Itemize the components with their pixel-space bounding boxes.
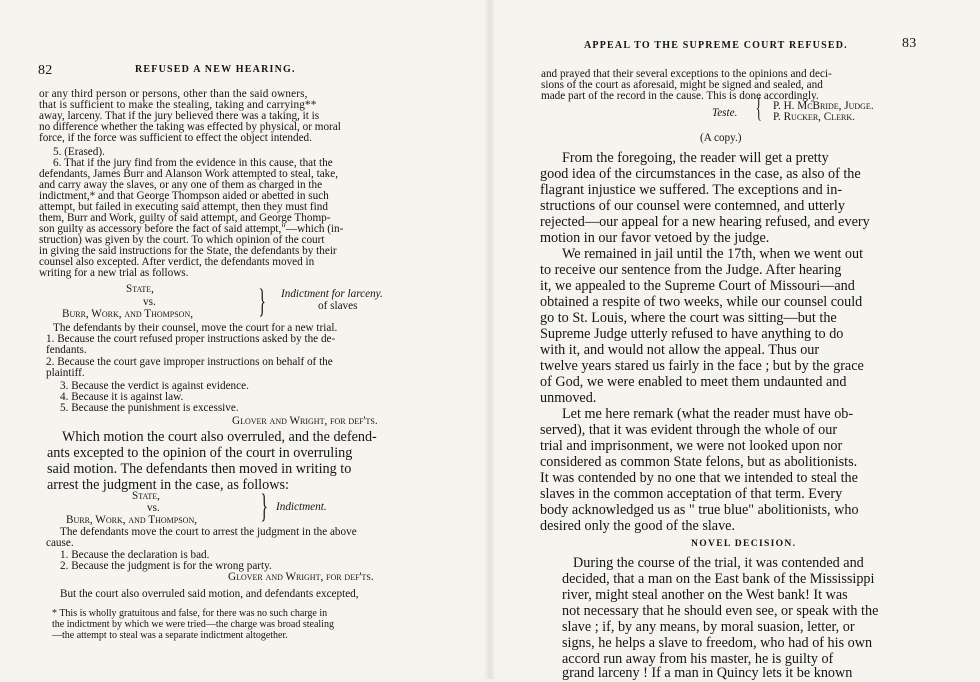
text-line: cause. xyxy=(46,537,74,549)
text-line: served), that it was evident through the whole of our xyxy=(540,422,838,438)
text-line: to receive our sentence from the Judge. After hearing xyxy=(540,262,842,278)
text-line: and carry away the slaves, or any one of them as charged in the xyxy=(39,179,323,191)
text-line: trial and imprisonment, we were not looked upon nor xyxy=(540,438,843,454)
case-vs: vs. xyxy=(147,502,160,514)
text-line: with it, and would not allow the appeal. Thus our xyxy=(540,342,820,358)
text-line: said motion. The defendants then moved in writing to xyxy=(47,461,352,477)
text-line: considered as common State felons, but as abolitionists. xyxy=(540,454,858,470)
brace-icon: } xyxy=(258,283,266,320)
text-line: It was contended by no one that we intended to steal the xyxy=(540,470,858,486)
text-line: 6. That if the jury find from the evidence in this cause, that the xyxy=(53,157,333,169)
page-number: 83 xyxy=(902,36,917,51)
text-line: Let me here remark (what the reader must have ob- xyxy=(562,406,854,422)
text-line: 1. Because the declaration is bad. xyxy=(60,549,210,561)
footnote-line: —the attempt to steal was a separate indictment altogether. xyxy=(52,630,288,641)
text-line: desired only the good of the slave. xyxy=(540,518,736,534)
text-line: 5. (Erased). xyxy=(53,146,105,158)
text-line: or any third person or persons, other than the said owners, xyxy=(39,88,308,100)
signature: Glover and Wright, for def'ts. xyxy=(228,571,374,583)
teste-judge: P. H. McBride, Judge. xyxy=(773,100,874,112)
text-line: ants excepted to the opinion of the court in overruling xyxy=(47,445,353,461)
text-line: of God, we were enabled to meet them undaunted and xyxy=(540,374,847,390)
footnote-line: * This is wholly gratuitous and false, for there was no such charge in xyxy=(52,608,328,619)
text-line: force, if the force was sufficient to effect the object intended. xyxy=(39,132,312,144)
teste-label: Teste. xyxy=(712,107,738,119)
text-line: in giving the said instructions for the State, the defendants by their xyxy=(39,245,337,257)
section-heading: NOVEL DECISION. xyxy=(691,538,797,549)
text-line: We remained in jail until the 17th, when we went out xyxy=(562,246,864,262)
text-line: slaves in the common acceptation of that term. Every xyxy=(540,486,843,502)
text-line: unmoved. xyxy=(540,390,597,406)
text-line: obtained a respite of two weeks, while our counsel could xyxy=(540,294,863,310)
text-line: flagrant injustice we suffered. The exceptions and in- xyxy=(540,182,843,198)
text-line: 2. Because the court gave improper instructions on behalf of the xyxy=(46,356,333,368)
text-line: writing for a new trial as follows. xyxy=(39,267,189,279)
text-line: motion in our favor vetoed by the judge. xyxy=(540,230,770,246)
text-line: twelve years stared us fairly in the face ; but by the grace xyxy=(540,358,864,374)
left-page xyxy=(0,0,490,679)
text-line: struction) was given by the court. To which opinion of the court xyxy=(39,234,325,246)
text-line: structions of our counsel were contemned, and utterly xyxy=(540,198,845,214)
text-line: body acknowledged us as " true blue" abolitionists, who xyxy=(540,502,859,518)
text-line: that is sufficient to make the stealing, taking and carrying** xyxy=(39,99,317,111)
text-line: no difference whether the taking was effected by physical, or moral xyxy=(39,121,341,133)
text-line: plaintiff. xyxy=(46,367,85,379)
text-line: defendants, James Burr and Alanson Work attempted to steal, take, xyxy=(39,168,339,180)
text-line: away, larceny. That if the jury believed there was a taking, it is xyxy=(39,110,320,122)
text-line: sions of the court as aforesaid, might be signed and sealed, and xyxy=(541,79,823,91)
text-line: river, might steal another on the West bank! It was xyxy=(562,587,848,603)
right-page xyxy=(490,0,980,679)
text-line: slave ; if, by any means, by moral suasion, letter, or xyxy=(562,619,855,635)
text-line: not necessary that he should even see, or speak with the xyxy=(562,603,879,619)
brace-icon: { xyxy=(755,93,762,124)
text-line: signs, he helps a slave to freedom, who had of his own xyxy=(562,635,873,651)
text-line: and prayed that their several exceptions to the opinions and deci- xyxy=(541,68,832,80)
text-line: accord run away from his master, he is guilty of xyxy=(562,651,834,667)
page-number: 82 xyxy=(38,63,53,78)
case-state: State, xyxy=(132,490,160,502)
brace-icon: } xyxy=(260,488,268,525)
text-line: grand larceny ! If a man in Quincy lets it be known xyxy=(562,665,853,681)
case-parties: Burr, Work, and Thompson, xyxy=(62,308,194,320)
text-line: attempt, but failed in executing said attempt, then they must find xyxy=(39,201,328,213)
text-line: made part of the record in the cause. This is done accordingly. xyxy=(541,90,819,102)
text-line: From the foregoing, the reader will get a pretty xyxy=(562,150,829,166)
signature: Glover and Wright, for def'ts. xyxy=(232,415,378,427)
copy-note: (A copy.) xyxy=(700,132,742,144)
text-line: counsel also excepted. After verdict, the defendants moved in xyxy=(39,256,315,268)
text-line: arrest the judgment in the case, as follows: xyxy=(47,477,289,493)
running-head: APPEAL TO THE SUPREME COURT REFUSED. xyxy=(584,40,848,51)
text-line: During the course of the trial, it was contended and xyxy=(573,555,864,571)
text-line: indictment,* and that George Thompson aided or abetted in such xyxy=(39,190,329,202)
text-line: 1. Because the court refused proper instructions asked by the de- xyxy=(46,333,336,345)
text-line: rejected—our appeal for a new hearing refused, and every xyxy=(540,214,870,230)
text-line: Supreme Judge utterly refused to have anything to do xyxy=(540,326,844,342)
footnote-line: the indictment by which we were tried—the charge was broad stealing xyxy=(52,619,334,630)
text-line: 2. Because the judgment is for the wrong party. xyxy=(60,560,272,572)
text-line: decided, that a man on the East bank of the Mississippi xyxy=(562,571,875,587)
text-line: fendants. xyxy=(46,344,87,356)
teste-clerk: P. Rucker, Clerk. xyxy=(773,111,855,123)
text-line: them, Burr and Work, guilty of said attempt, and George Thomp- xyxy=(39,212,331,224)
case-vs: vs. xyxy=(143,296,156,308)
text-line: 5. Because the punishment is excessive. xyxy=(60,402,239,414)
text-line: Which motion the court also overruled, and the defend- xyxy=(62,429,377,445)
case-indictment: Indictment for larceny. xyxy=(281,288,383,300)
text-line: But the court also overruled said motion, and defendants excepted, xyxy=(60,588,359,600)
case-indictment: Indictment. xyxy=(276,501,327,513)
text-line: it, we appealed to the Supreme Court of Missouri—and xyxy=(540,278,855,294)
text-line: good idea of the circumstances in the case, as also of the xyxy=(540,166,861,182)
case-parties: Burr, Work, and Thompson, xyxy=(66,514,198,526)
text-line: go to St. Louis, where the court was sitting—but the xyxy=(540,310,837,326)
text-line: son guilty as accessory before the fact of said attempt,"—which (in- xyxy=(39,223,344,235)
case-state: State, xyxy=(126,283,154,295)
text-line: The defendants by their counsel, move the court for a new trial. xyxy=(53,322,338,334)
running-head: REFUSED A NEW HEARING. xyxy=(135,64,296,75)
text-line: The defendants move the court to arrest the judgment in the above xyxy=(60,526,357,538)
text-line: 4. Because it is against law. xyxy=(60,391,184,403)
case-subject: of slaves xyxy=(318,300,358,312)
text-line: 3. Because the verdict is against evidence. xyxy=(60,380,249,392)
